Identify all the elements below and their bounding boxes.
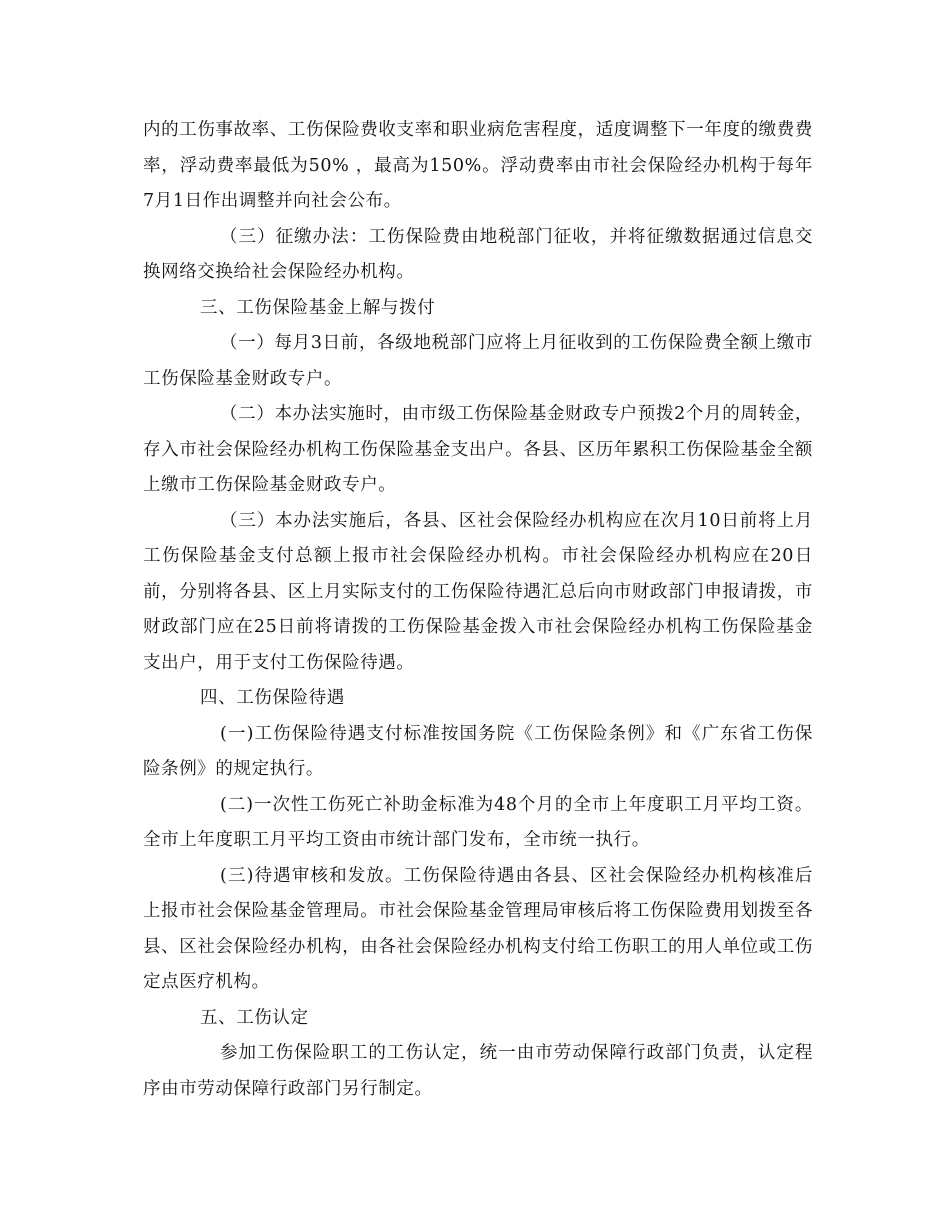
paragraph-benefit-standard: (一)工伤保险待遇支付标准按国务院《工伤保险条例》和《广东省工伤保险条例》的规定执行。: [143, 723, 813, 779]
paragraph-working-capital: （二）本办法实施时，由市级工伤保险基金财政专户预拨2个月的周转金，存入市社会保险经办机构工伤保险基金支出户。各县、区历年累积工伤保险基金全额上缴市工伤保险基金财政专户。: [143, 404, 813, 495]
paragraph-payment-reporting: （三）本办法实施后，各县、区社会保险经办机构应在次月10日前将上月工伤保险基金支付总额上报市社会保险经办机构。市社会保险经办机构应在20日前，分别将各县、区上月实际支付的工伤保险待遇汇总后向市财政部门申报请拨，市财政部门应在25日前将请拨的工伤保险基金拨入市社会保险经办机构工伤保险基金支出户，用于支付工伤保险待遇。: [143, 510, 813, 673]
section-heading-injury-recognition: 五、工伤认定: [200, 1007, 309, 1028]
paragraph-collection-method: （三）征缴办法：工伤保险费由地税部门征收，并将征缴数据通过信息交换网络交换给社会保险经办机构。: [143, 226, 813, 282]
document-body: [143, 113, 813, 1107]
paragraph-benefit-review: (三)待遇审核和发放。工伤保险待遇由各县、区社会保险经办机构核准后上报市社会保险基金管理局。市社会保险基金管理局审核后将工伤保险费用划拨至各县、区社会保险经办机构，由各社会保险经办机构支付给工伤职工的用人单位或工伤定点医疗机构。: [143, 865, 813, 992]
section-heading-fund-transfer: 三、工伤保险基金上解与拨付: [200, 297, 436, 318]
paragraph-fee-rate-adjustment: 内的工伤事故率、工伤保险费收支率和职业病危害程度，适度调整下一年度的缴费费率，浮动费率最低为50% ，最高为150%。浮动费率由市社会保险经办机构于每年7月1日作出调整并向社会公布。: [143, 120, 813, 211]
paragraph-death-benefit: (二)一次性工伤死亡补助金标准为48个月的全市上年度职工月平均工资。全市上年度职工月平均工资由市统计部门发布，全市统一执行。: [143, 794, 813, 850]
paragraph-injury-recognition: 参加工伤保险职工的工伤认定，统一由市劳动保障行政部门负责，认定程序由市劳动保障行政部门另行制定。: [143, 1043, 813, 1099]
section-heading-benefits: 四、工伤保险待遇: [200, 688, 345, 708]
paragraph-monthly-remittance: （一）每月3日前，各级地税部门应将上月征收到的工伤保险费全额上缴市工伤保险基金财政专户。: [143, 333, 813, 389]
